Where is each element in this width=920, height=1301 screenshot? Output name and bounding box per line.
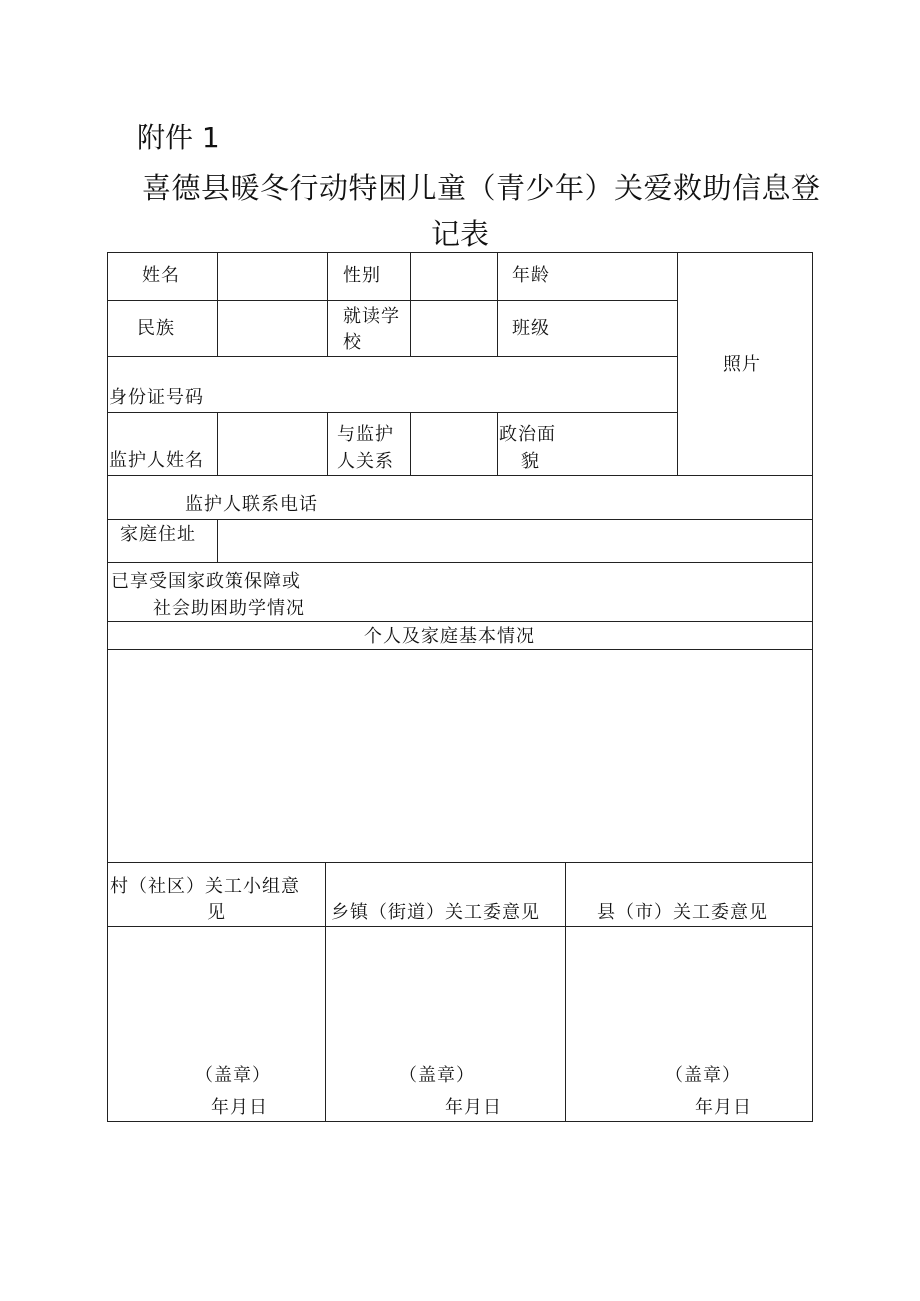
id-number-label: 身份证号码 xyxy=(109,387,204,408)
ethnicity-label: 民族 xyxy=(137,318,175,339)
gender-value-cell[interactable] xyxy=(411,253,497,300)
county-opinion-area[interactable] xyxy=(566,927,812,1121)
age-label: 年龄 xyxy=(512,265,550,286)
registration-form-table xyxy=(107,252,813,1122)
gender-label: 性别 xyxy=(343,265,381,286)
column-line xyxy=(497,252,498,356)
town-opinion-label: 乡镇（街道）关工委意见 xyxy=(331,902,540,923)
political-label-line-1: 政治面 xyxy=(499,424,556,445)
village-opinion-label-line-2: 见 xyxy=(207,902,226,923)
school-value-cell[interactable] xyxy=(411,301,497,356)
policy-label-line-2: 社会助困助学情况 xyxy=(153,598,305,619)
political-label-line-2: 貌 xyxy=(521,451,540,472)
address-value-cell[interactable] xyxy=(218,520,812,562)
town-seal: （盖章） xyxy=(399,1065,475,1086)
guardian-phone-value-cell[interactable] xyxy=(347,476,812,519)
relation-label-line-2: 人关系 xyxy=(337,451,394,472)
name-label: 姓名 xyxy=(142,265,180,286)
relation-value-cell[interactable] xyxy=(411,413,497,475)
school-label-line-2: 校 xyxy=(343,332,362,353)
name-value-cell[interactable] xyxy=(218,253,327,300)
column-line xyxy=(327,412,328,475)
photo-label: 照片 xyxy=(723,354,761,375)
column-line xyxy=(497,412,498,475)
village-opinion-area[interactable] xyxy=(108,927,325,1121)
village-date: 年月日 xyxy=(211,1097,268,1118)
address-label: 家庭住址 xyxy=(120,524,196,545)
guardian-phone-label: 监护人联系电话 xyxy=(185,494,318,515)
form-title-line-2: 记表 xyxy=(430,217,489,251)
table-border-bottom xyxy=(107,1121,813,1122)
basic-info-header: 个人及家庭基本情况 xyxy=(364,626,535,647)
class-label: 班级 xyxy=(512,318,550,339)
village-opinion-label-line-1: 村（社区）关工小组意 xyxy=(110,876,300,897)
guardian-name-value-cell[interactable] xyxy=(218,413,327,475)
basic-info-content-area[interactable] xyxy=(108,650,812,862)
school-label-line-1: 就读学 xyxy=(343,306,400,327)
policy-value-cell[interactable] xyxy=(347,563,812,621)
policy-label-line-1: 已享受国家政策保障或 xyxy=(111,571,301,592)
attachment-label: 附件 1 xyxy=(137,121,220,154)
county-opinion-label: 县（市）关工委意见 xyxy=(597,902,768,923)
class-value-cell[interactable] xyxy=(587,301,677,356)
ethnicity-value-cell[interactable] xyxy=(218,301,327,356)
table-border-right xyxy=(812,252,813,1122)
town-opinion-area[interactable] xyxy=(326,927,565,1121)
county-date: 年月日 xyxy=(695,1097,752,1118)
village-seal: （盖章） xyxy=(195,1065,271,1086)
county-seal: （盖章） xyxy=(665,1065,741,1086)
guardian-name-label: 监护人姓名 xyxy=(109,450,204,471)
photo-column-line xyxy=(677,252,678,475)
id-number-value-cell[interactable] xyxy=(218,357,677,412)
form-title-line-1: 喜德县暖冬行动特困儿童（青少年）关爱救助信息登 xyxy=(142,171,821,205)
column-line xyxy=(327,252,328,356)
age-value-cell[interactable] xyxy=(587,253,677,300)
town-date: 年月日 xyxy=(445,1097,502,1118)
relation-label-line-1: 与监护 xyxy=(337,424,394,445)
political-value-cell[interactable] xyxy=(587,413,677,475)
row-line xyxy=(107,862,813,863)
